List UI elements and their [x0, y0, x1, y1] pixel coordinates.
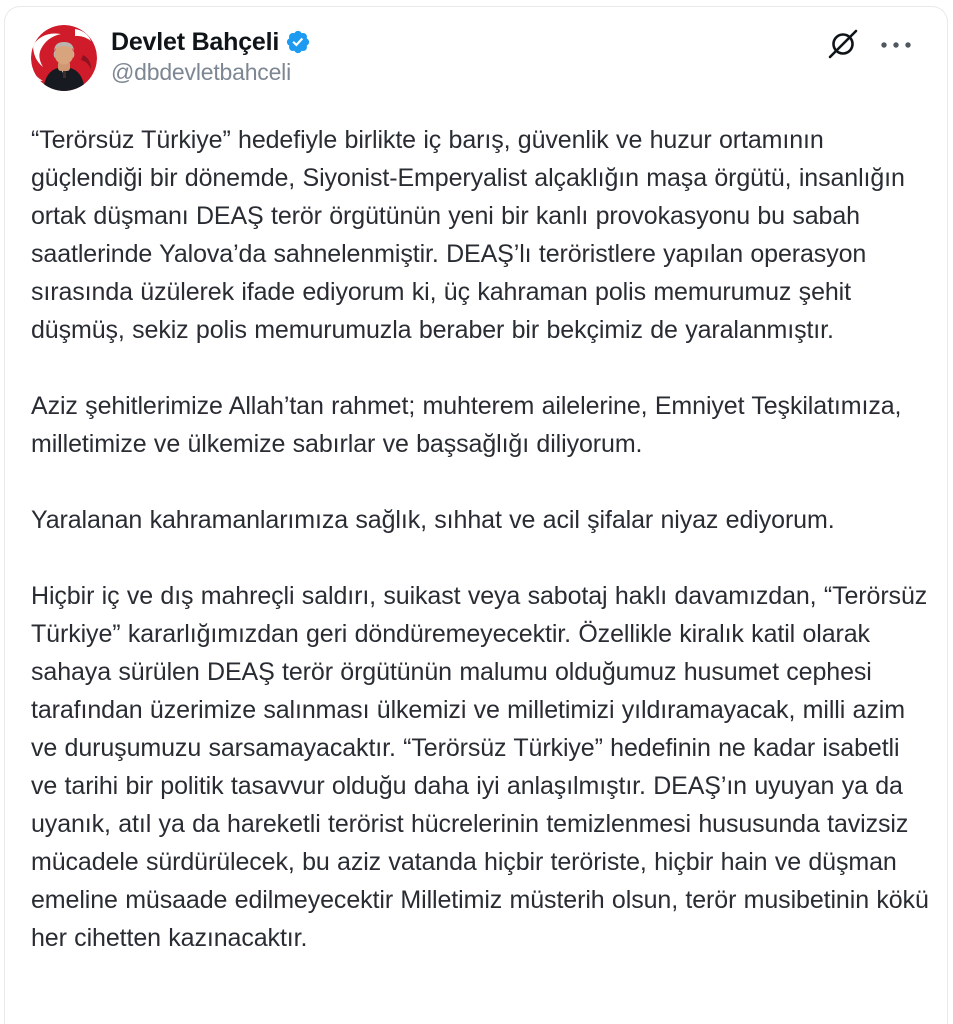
tweet-paragraph-2: Aziz şehitlerimize Allah’tan rahmet; muhterem ailelerine, Emniyet Teşkilatımıza, milletimize ve ülkemize sabırlar ve başsağlığı diliyorum. [31, 392, 902, 458]
avatar-image [31, 25, 97, 91]
tweet-text [5, 121, 947, 957]
author-handle[interactable]: @dbdevletbahceli [111, 59, 291, 85]
author-name-row [111, 27, 311, 57]
tweet-paragraph-1: “Terörsüz Türkiye” hedefiyle birlikte iç barış, güvenlik ve huzur ortamının güçlendiği bir dönemde, Siyonist-Emperyalist alçaklığın maşa örgütü, insanlığın ortak düşmanı DEAŞ terör örgütünün yeni bir kanlı provokasyonu bu sabah saatlerinde Yalova’da sahnelenmiştir. DEAŞ’lı teröristlere yapılan operasyon sırasında üzülerek ifade ediyorum ki, üç kahraman polis memurumuz şehit düşmüş, sekiz polis memurumuzla beraber bir bekçimiz de yaralanmıştır. [31, 126, 905, 344]
tweet-paragraph-4: Hiçbir iç ve dış mahreçli saldırı, suikast veya sabotaj haklı davamızdan, “Terörsüz Türkiye” kararlığımızdan geri döndüremeyecektir. Özellikle kiralık katil olarak sahaya sürülen DEAŞ terör örgütünün malumu olduğumuz husumet cephesi tarafından üzerimize salınması ülkemizi ve milletimizi yıldıramayacak, milli azim ve duruşumuzu sarsamayacaktır. “Terörsüz Türkiye” hedefinin ne kadar isabetli ve tarihi bir politik tasavvur olduğu daha iyi anlaşılmıştır. DEAŞ’ın uyuyan ya da uyanık, atıl ya da hareketli terörist hücrelerinin temizlenmesi hususunda tavizsiz mücadele sürdürülecek, bu aziz vatanda hiçbir teröriste, hiçbir hain ve düşman emeline müsaade edilmeyecektir Milletimiz müsterih olsun, terör musibetinin kökü her cihetten kazınacaktır. [31, 582, 929, 952]
tweet-header [5, 7, 947, 97]
grok-icon[interactable] [827, 29, 859, 61]
avatar[interactable] [31, 25, 97, 91]
author-block [111, 27, 311, 87]
header-actions [827, 29, 913, 61]
tweet-paragraph-3: Yaralanan kahramanlarımıza sağlık, sıhhat ve acil şifalar niyaz ediyorum. [31, 506, 835, 534]
author-name[interactable]: Devlet Bahçeli [111, 28, 280, 56]
tweet-card [4, 6, 948, 1024]
more-options-icon[interactable] [879, 38, 913, 52]
verified-badge-icon [285, 29, 311, 55]
